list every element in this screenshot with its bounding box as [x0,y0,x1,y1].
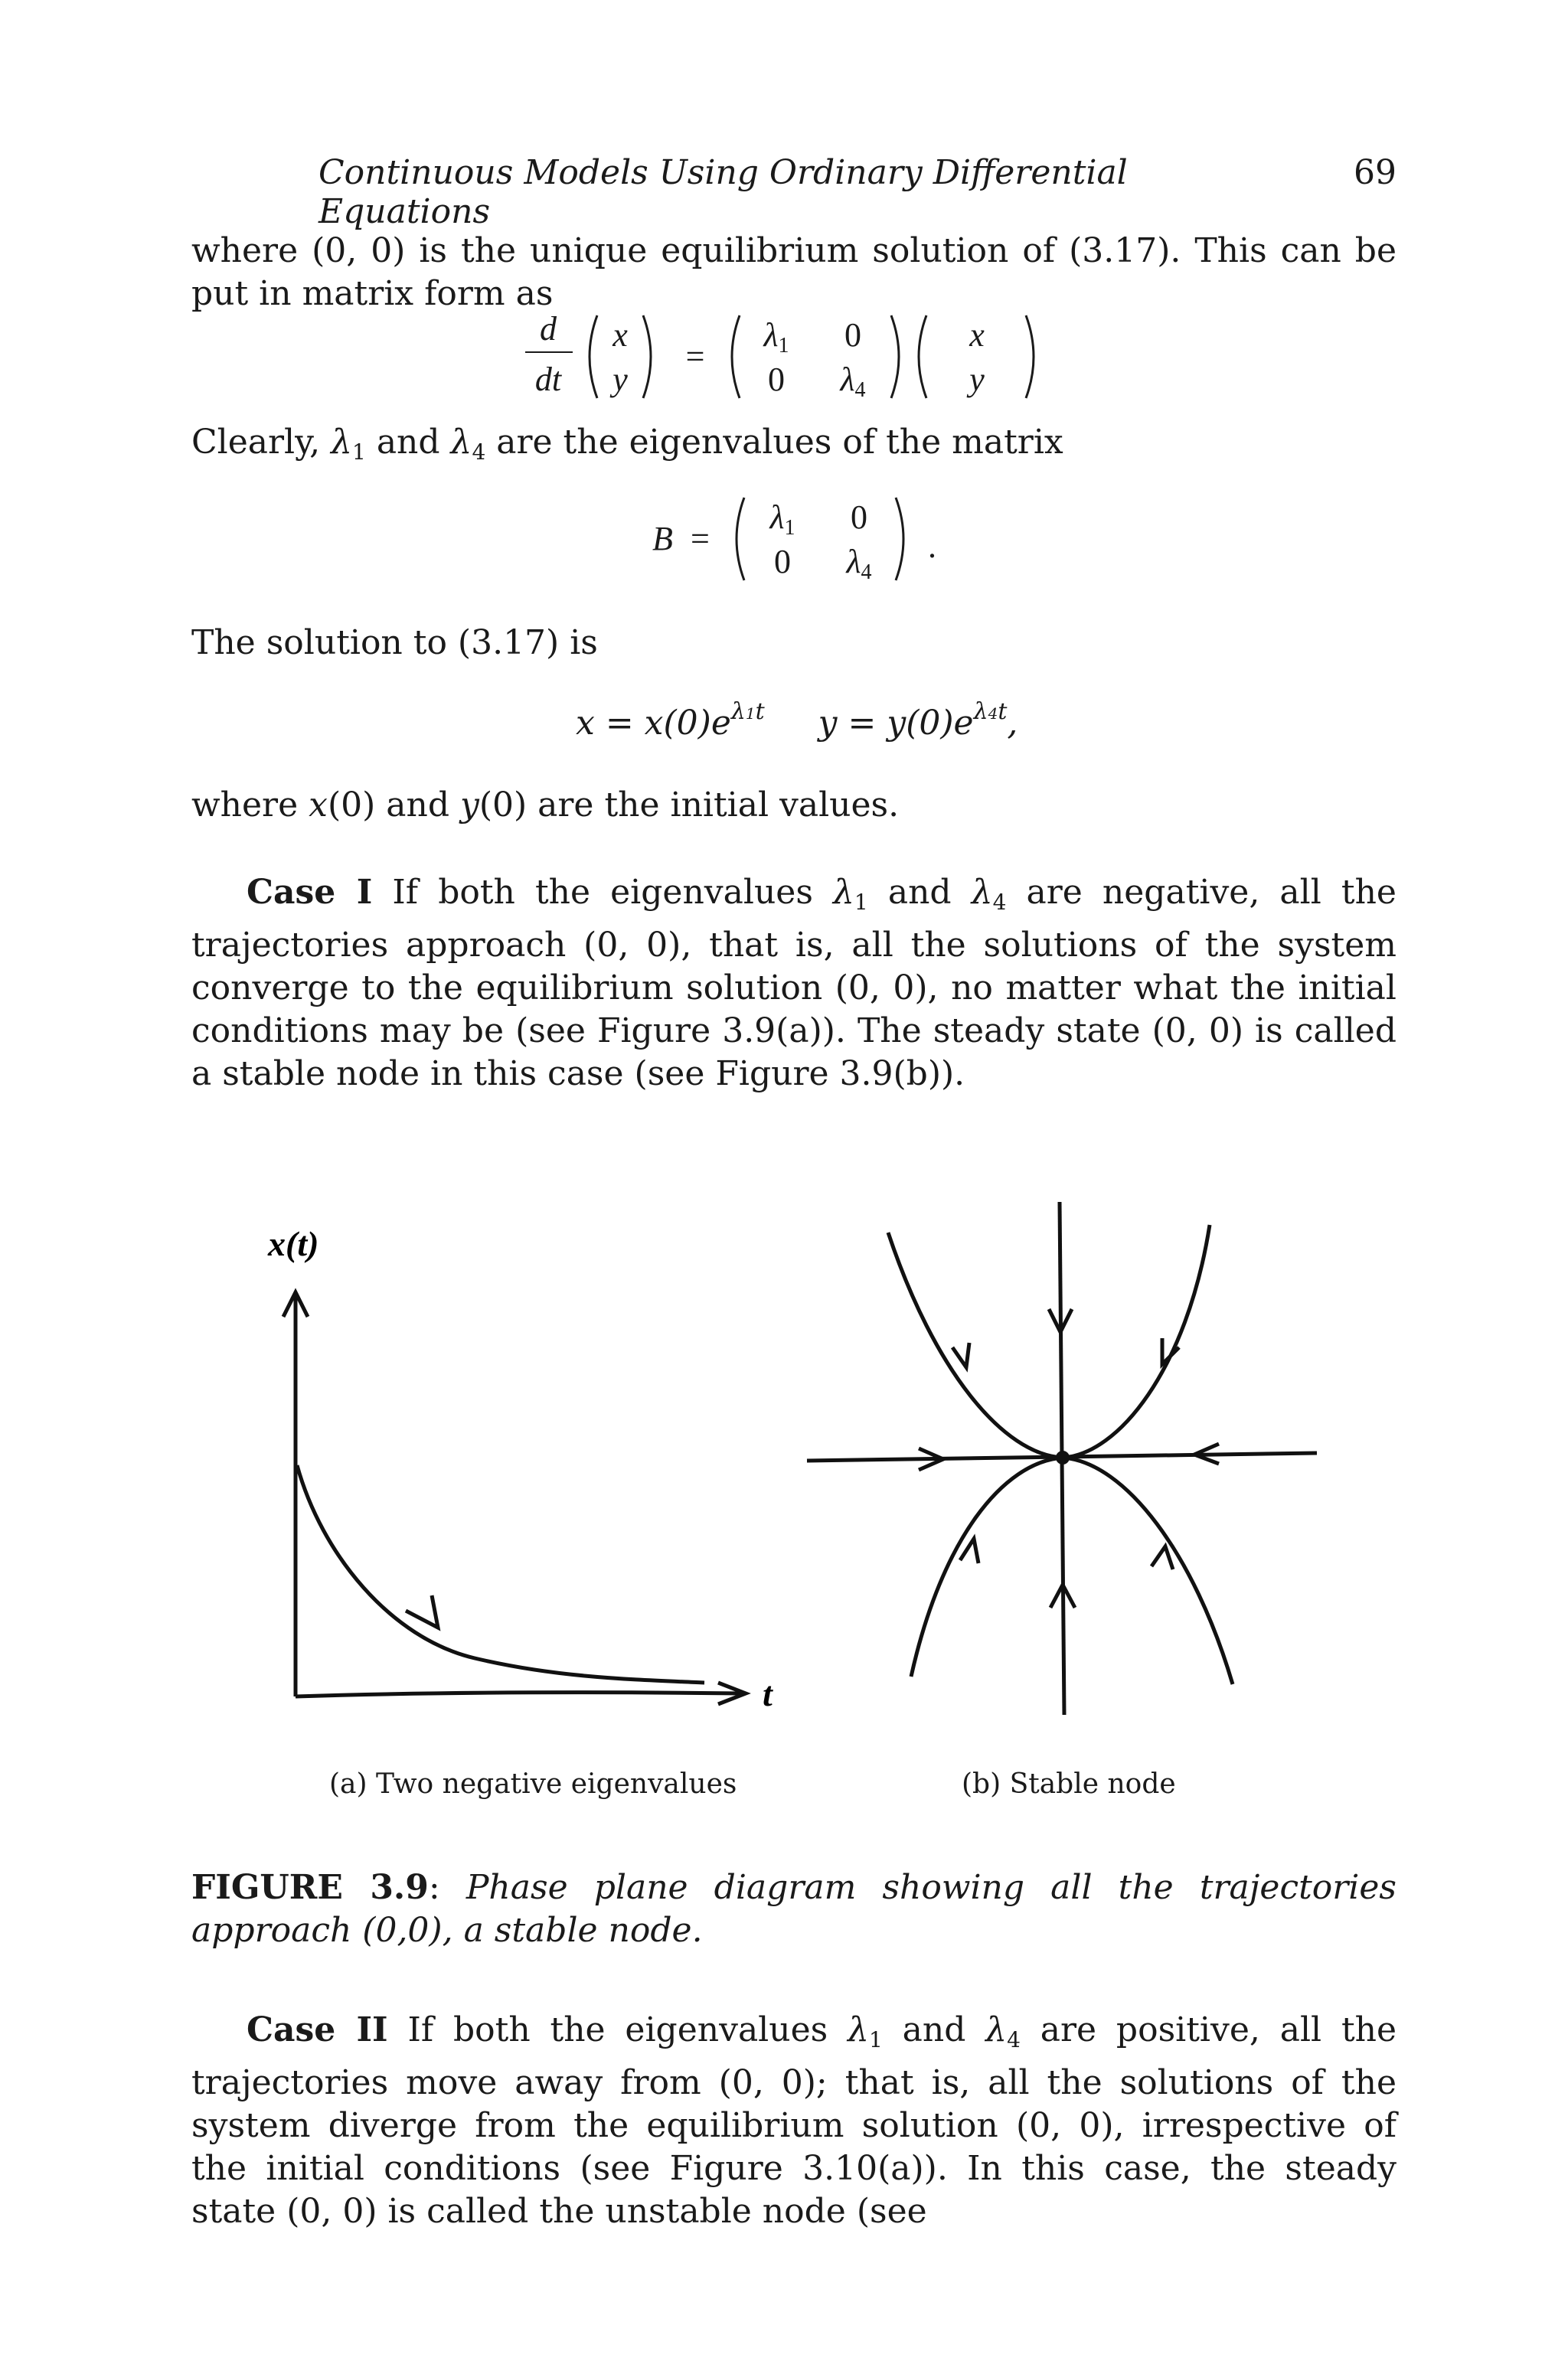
page-number: 69 [1354,153,1396,192]
svg-text:x: x [612,316,628,354]
equation-matrix-b [649,490,956,589]
panel-b-lower-trajectory [911,1458,1233,1684]
svg-text:0: 0 [851,498,867,536]
equation-matrix-form-svg [518,308,1054,407]
panel-a-plot [253,1210,804,1730]
paragraph-solution-intro: The solution to (3.17) is [191,623,598,662]
panel-b-caption: (b) Stable node [962,1768,1176,1800]
panel-a-x-axis [296,1693,743,1696]
svg-text:B: B [652,520,673,557]
panel-a-decay-curve [297,1465,704,1683]
svg-text:0: 0 [768,361,785,398]
running-title: Continuous Models Using Ordinary Differential Equations [318,153,1128,231]
svg-text:d: d [540,310,557,348]
case-1-text: If both the eigenvalues $\lambda_1$ and $\lambda_4$ are negative, all the trajectories approach (0, 0), that is, all the solutions of the system converge to the equilibrium solution (0, 0), no matter what the initial conditions may be (see Figure 3.9(a)). The steady state (0, 0) is called a stable node in this case (see Figure 3.9(b)). [191,873,1397,1093]
svg-text:0: 0 [774,543,791,580]
paragraph-eigenvalues: Clearly, $\lambda_1$ and $\lambda_4$ are the eigenvalues of the matrix [191,423,1063,465]
svg-text:λ4: λ4 [840,361,866,402]
panel-a-curve-arrow [406,1595,438,1628]
panel-a-y-label: x(t) [268,1224,319,1263]
paragraph-case-1 [191,871,1396,1096]
svg-text:x: x [969,316,985,354]
panel-b-arrow-upper-left [952,1343,969,1367]
svg-text:0: 0 [844,316,861,354]
panel-a-x-label: t [763,1674,773,1713]
svg-text:=: = [691,520,710,557]
equation-matrix-b-svg [649,490,956,589]
panel-b-phase-plane [796,1194,1332,1730]
svg-text:y: y [969,361,985,398]
svg-text:λ1: λ1 [769,498,795,540]
panel-b-arrow-lower-right [1152,1546,1173,1569]
svg-text:.: . [928,527,936,565]
paragraph-matrix-intro [191,230,1396,315]
figure-caption: FIGURE 3.9: Phase plane diagram showing all the trajectories approach (0,0), a stable node. [191,1868,1396,1950]
case-1-label: Case I [247,873,373,912]
paragraph-case-2 [191,2009,1396,2233]
figure-panel-a [253,1210,804,1730]
figure-caption-label: FIGURE 3.9 [191,1868,429,1907]
figure-panel-b [796,1194,1332,1730]
case-2-text: If both the eigenvalues $\lambda_1$ and $\lambda_4$ are positive, all the trajectories move away from (0, 0); that is, all the solutions of the system diverge from the equilibrium solution (0, 0), irrespective of the initial conditions (see Figure 3.10(a)). In this case, the steady state (0, 0) is called the unstable node (see [191,2010,1397,2231]
svg-text:λ4: λ4 [846,543,872,584]
svg-text:λ1: λ1 [763,316,789,358]
panel-b-equilibrium-point [1056,1451,1070,1465]
paragraph-initial-values: where x(0) and y(0) are the initial values. [191,785,900,825]
svg-text:dt: dt [534,361,562,398]
panel-a-caption: (a) Two negative eigenvalues [329,1768,737,1800]
paragraph-matrix-intro-text: where (0, 0) is the unique equilibrium solution of (3.17). This can be put in matrix form as [191,231,1397,313]
case-2-label: Case II [247,2010,388,2049]
svg-text:y: y [612,361,628,398]
figure-caption-text: Phase plane diagram showing all the trajectories approach (0,0), a stable node. [191,1868,1396,1950]
equation-solution: $x = x(0)e^{\lambda 1t}$ $y = y(0)e^{\lambda 4t}$, [576,698,1018,743]
equation-matrix-form [518,308,1054,407]
svg-text:=: = [685,338,705,375]
panel-b-arrow-lower-left [960,1539,978,1563]
